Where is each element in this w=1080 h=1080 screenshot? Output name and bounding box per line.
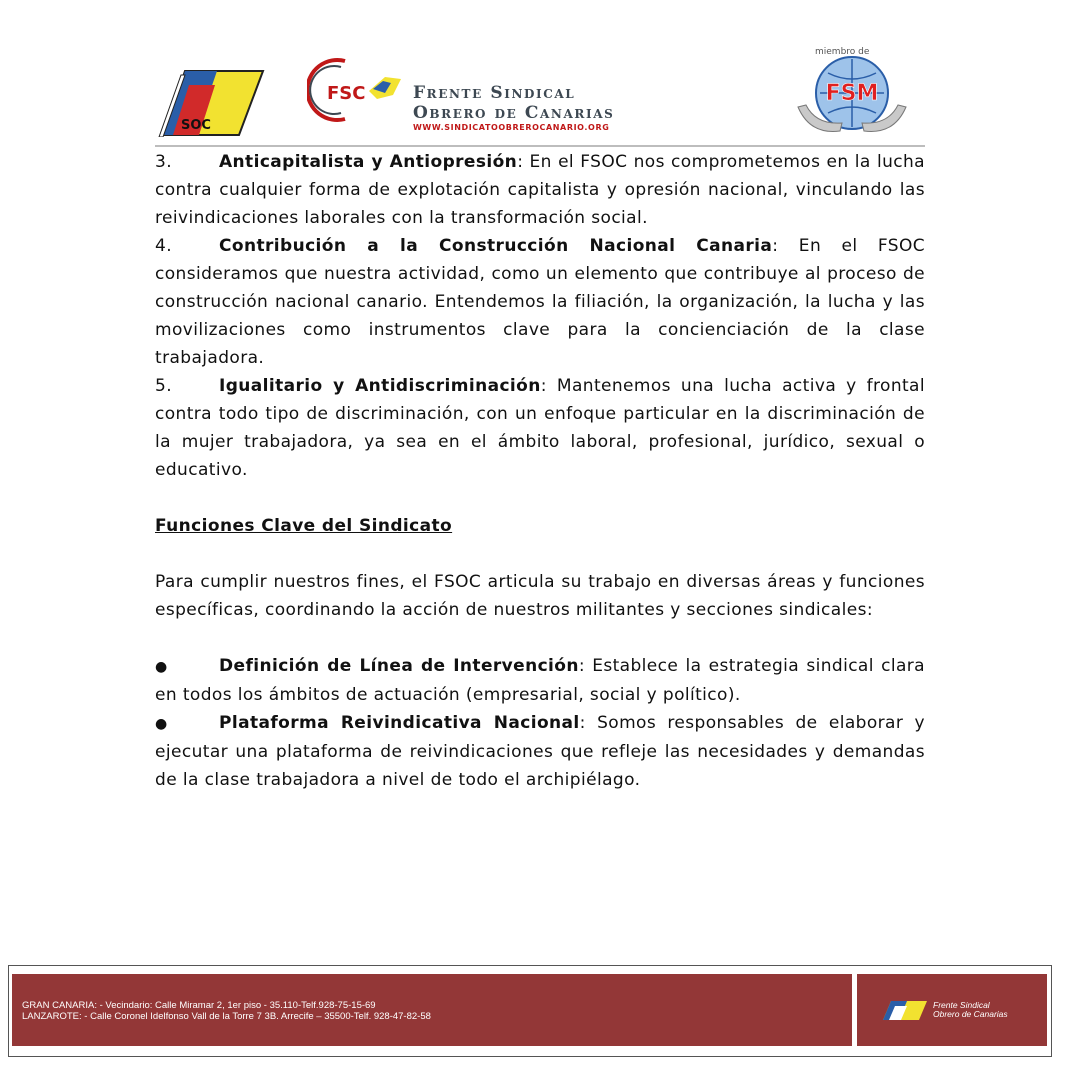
- document-body: [155, 148, 925, 794]
- bullet-text: : Establece la estrategia sindical clara en todos los ámbitos de actuación (empresarial, social y político).: [155, 656, 925, 705]
- page-header: [155, 45, 925, 145]
- brand-line-2: Obrero de Canarias: [413, 103, 615, 123]
- item-number: 4.: [155, 236, 173, 256]
- section-intro: Para cumplir nuestros fines, el FSOC articula su trabajo en diversas áreas y funciones específicas, coordinando la acción de nuestros militantes y secciones sindicales:: [155, 572, 925, 620]
- fsc-logo-text: FSC: [327, 83, 366, 104]
- footer-brand-box: [857, 974, 1047, 1046]
- item-text: : En el FSOC consideramos que nuestra actividad, como un elemento que contribuye al proceso de construcción nacional canario. Entendemos la filiación, la organización, la lucha y las movilizaciones como instrumentos clave para la concienciación de la clase trabajadora.: [155, 236, 925, 368]
- bullet-icon: ●: [155, 716, 168, 732]
- footer-brand-line-2: Obrero de Canarias: [933, 1009, 1008, 1019]
- principle-item-4: [155, 232, 925, 372]
- header-divider: [155, 145, 925, 147]
- address-lanzarote: LANZAROTE: - Calle Coronel Idelfonso Vall de la Torre 7 3B. Arrecife – 35500-Telf. 928-47-82-58: [22, 1011, 431, 1022]
- footer-brand-line-1: Frente Sindical: [933, 1000, 990, 1010]
- fsm-caption: miembro de: [815, 47, 870, 57]
- item-number: 3.: [155, 152, 173, 172]
- footer-address-bar: [12, 974, 852, 1046]
- item-title: Igualitario y Antidiscriminación: [219, 376, 541, 396]
- item-text: : En el FSOC nos comprometemos en la lucha contra cualquier forma de explotación capitalista y opresión nacional, vinculando las reivindicaciones laborales con la transformación social.: [155, 152, 925, 228]
- bullet-title: Plataforma Reivindicativa Nacional: [219, 713, 580, 733]
- bullet-item: [155, 652, 925, 709]
- principle-item-3: [155, 148, 925, 232]
- bullet-icon: ●: [155, 659, 168, 675]
- bullet-text: : Somos responsables de elaborar y ejecutar una plataforma de reivindicaciones que refleje las necesidades y demandas de la clase trabajadora a nivel de todo el archipiélago.: [155, 713, 925, 790]
- footer-brand: [933, 1001, 1008, 1019]
- fsoc-logo-text: SOC: [181, 118, 211, 133]
- item-title: Anticapitalista y Antiopresión: [219, 152, 518, 172]
- item-title: Contribución a la Construcción Nacional Canaria: [219, 236, 773, 256]
- fsm-logo-text: FSM: [825, 81, 879, 106]
- address-gran-canaria: GRAN CANARIA: - Vecindario: Calle Miramar 2, 1er piso - 35.110-Telf.928-75-15-69: [22, 1000, 376, 1011]
- footer-logo-icon: [881, 998, 931, 1022]
- brand-url: WWW.SINDICATOOBREROCANARIO.ORG: [413, 123, 610, 132]
- item-text: : Mantenemos una lucha activa y frontal contra todo tipo de discriminación, con un enfoque particular en la discriminación de la mujer trabajadora, ya sea en el ámbito laboral, profesional, jurídico, sexual o educativo.: [155, 376, 925, 480]
- page-footer: [8, 965, 1052, 1057]
- fsm-logo: [780, 45, 925, 140]
- footer-addresses: [22, 1000, 431, 1022]
- brand-line-1: Frente Sindical: [413, 83, 576, 103]
- fsc-logo: [307, 55, 402, 125]
- fsoc-logo: [155, 65, 265, 137]
- bullet-title: Definición de Línea de Intervención: [219, 656, 579, 676]
- bullet-item: [155, 709, 925, 794]
- section-heading: Funciones Clave del Sindicato: [155, 516, 453, 536]
- item-number: 5.: [155, 376, 173, 396]
- brand-name: [413, 83, 614, 123]
- principle-item-5: [155, 372, 925, 484]
